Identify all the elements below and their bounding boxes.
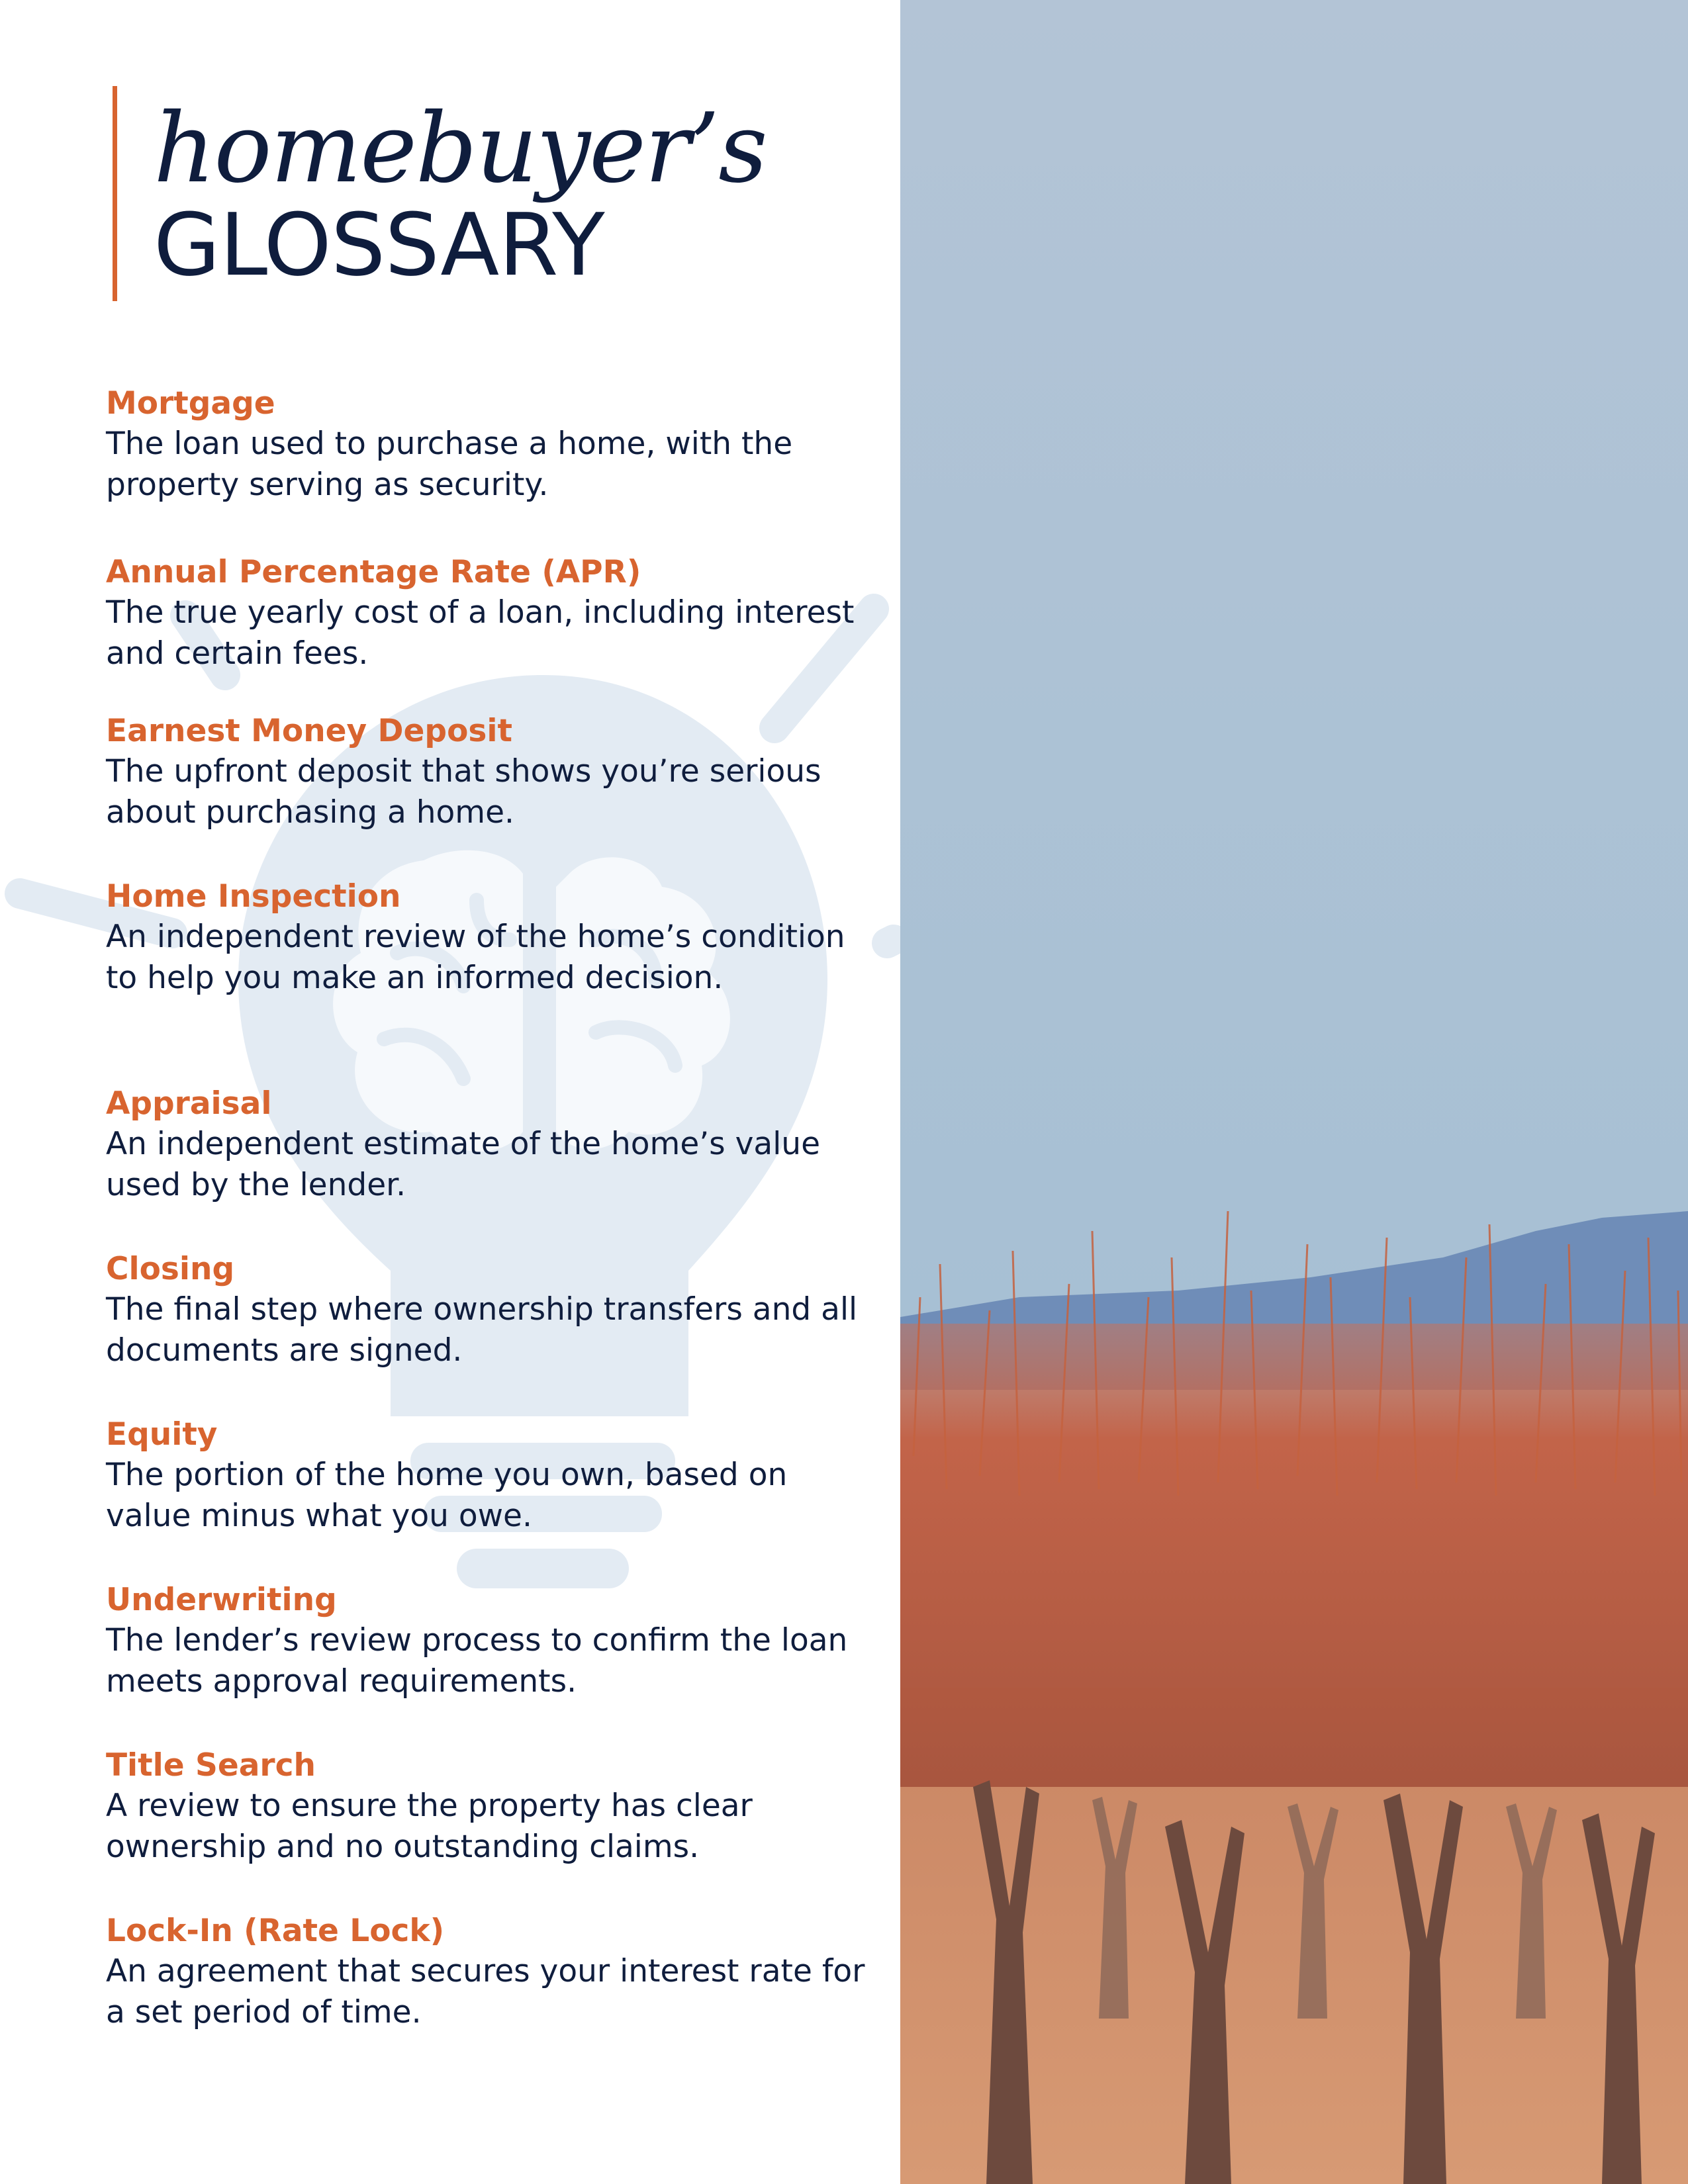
title-main: GLOSSARY [154, 195, 604, 295]
glossary-entry-title-search [106, 1746, 867, 1868]
glossary-definition: The final step where ownership transfers and all documents are signed. [106, 1291, 858, 1369]
glossary-entry-apr [106, 553, 867, 674]
glossary-term: Underwriting [106, 1582, 337, 1618]
glossary-term: Equity [106, 1416, 218, 1453]
glossary-entry-home-inspection [106, 877, 867, 999]
glossary-term: Lock-In (Rate Lock) [106, 1913, 445, 1949]
glossary-entry-equity [106, 1415, 867, 1537]
glossary-entry-underwriting [106, 1580, 867, 1702]
glossary-entry-mortgage [106, 384, 867, 506]
glossary-term: Earnest Money Deposit [106, 713, 512, 749]
glossary-entry-closing [106, 1250, 867, 1371]
glossary-definition: The lender’s review process to confirm the loan meets approval requirements. [106, 1622, 848, 1700]
glossary-term: Title Search [106, 1747, 316, 1784]
glossary-definition: An agreement that secures your interest rate for a set period of time. [106, 1953, 865, 2030]
glossary-entry-lock-in [106, 1911, 867, 2033]
glossary-term: Appraisal [106, 1085, 272, 1122]
glossary-definition: The true yearly cost of a loan, including interest and certain fees. [106, 594, 855, 672]
glossary-definition: The loan used to purchase a home, with the property serving as security. [106, 426, 793, 503]
glossary-term: Annual Percentage Rate (APR) [106, 554, 641, 590]
orchard-photo [900, 0, 1688, 2184]
glossary-definition: The portion of the home you own, based on value minus what you owe. [106, 1457, 788, 1534]
glossary-definition: An independent estimate of the home’s value used by the lender. [106, 1126, 820, 1203]
title-script: homebuyer’s [154, 93, 767, 205]
glossary-entry-appraisal [106, 1084, 867, 1206]
glossary-definition: A review to ensure the property has clear ownership and no outstanding claims. [106, 1788, 753, 1865]
glossary-definition: The upfront deposit that shows you’re serious about purchasing a home. [106, 753, 821, 831]
glossary-term: Mortgage [106, 385, 275, 422]
glossary-definition: An independent review of the home’s condition to help you make an informed decision. [106, 919, 845, 996]
glossary-term: Home Inspection [106, 878, 401, 915]
page-title [113, 86, 767, 301]
glossary-entry-earnest-money [106, 711, 867, 833]
glossary-term: Closing [106, 1251, 235, 1287]
